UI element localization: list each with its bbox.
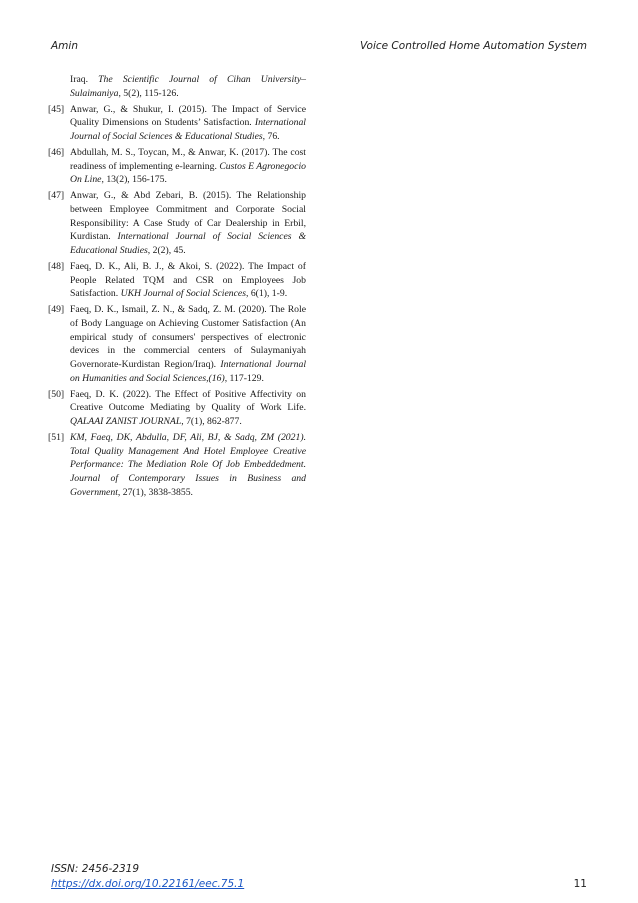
reference-number: [47] <box>48 190 65 201</box>
reference-item <box>48 103 306 144</box>
reference-details: , 7(1), 862-877. <box>181 416 242 427</box>
reference-journal: International Journal of Social Sciences & Educational Studies <box>70 231 306 256</box>
reference-item <box>48 303 306 386</box>
reference-text: Abdullah, M. S., Toycan, M., & Anwar, K. (2017). The cost readiness of implementing e-learning. <box>70 146 306 172</box>
reference-item <box>48 189 306 258</box>
reference-item <box>48 388 306 429</box>
reference-item <box>48 260 306 301</box>
reference-text: Faeq, D. K., Ismail, Z. N., & Sadq, Z. M. (2020). The Role of Body Language on Achieving Customer Satisfaction (An empirical study of consumers' perspectives of electronic devices in the commercial centers of Sulaymaniyah Governorate-Kurdistan Region/Iraq). <box>70 304 306 370</box>
reference-text: Iraq. <box>70 74 99 85</box>
reference-list <box>48 73 306 502</box>
reference-item <box>48 431 306 500</box>
reference-text: Faeq, D. K., Ali, B. J., & Akoi, S. (2022). The Impact of People Related TQM and CSR on Employees Job Satisfaction. <box>70 260 306 300</box>
reference-journal: International Journal on Humanities and Social Sciences,(16) <box>70 359 307 384</box>
reference-details: , 5(2), 115-126. <box>118 87 179 99</box>
reference-number: [50] <box>48 388 65 400</box>
reference-journal: KM, Faeq, DK, Abdulla, DF, Ali, BJ, & Sadq, ZM (2021). Total Quality Management And Hotel Employee Creative Performance: The Mediation Role Of Job Embeddedment. Journal of Contemporary Issues in Business and Government <box>70 431 306 498</box>
reference-details: , 27(1), 3838-3855. <box>117 486 193 498</box>
reference-journal: UKH Journal of Social Sciences <box>120 288 246 300</box>
reference-journal: The Scientific Journal of Cihan University– Sulaimaniya <box>70 74 306 99</box>
reference-details: , 6(1), 1-9. <box>245 288 288 300</box>
reference-details: , 2(2), 45. <box>147 245 186 256</box>
reference-text: Faeq, D. K. (2022). The Effect of Positive Affectivity on Creative Outcome Mediating by Quality of Work Life. <box>70 388 306 414</box>
page-number: 11 <box>573 878 587 890</box>
reference-journal: International Journal of Social Sciences & Educational Studies <box>70 117 306 142</box>
reference-number: [51] <box>48 431 65 443</box>
reference-details: , 13(2), 156-175. <box>101 174 167 186</box>
reference-number: [48] <box>48 260 65 272</box>
header-author: Amin <box>51 40 78 52</box>
reference-details: , 76. <box>262 131 280 142</box>
reference-journal: Custos E Agronegocio On Line <box>70 160 306 186</box>
reference-item <box>48 146 306 187</box>
page-footer <box>51 862 587 892</box>
reference-continuation <box>48 73 306 101</box>
reference-details: , 117-129. <box>224 372 264 384</box>
footer-doi-link[interactable]: https://dx.doi.org/10.22161/eec.75.1 <box>51 878 245 890</box>
footer-issn: ISSN: 2456-2319 <box>51 863 140 875</box>
reference-text: Anwar, G., & Abd Zebari, B. (2015). The Relationship between Employee Commitment and Corporate Social Responsibility: A Case Study of Car Dealership in Erbil, Kurdistan. <box>70 190 306 243</box>
header-title: Voice Controlled Home Automation System <box>359 40 587 52</box>
reference-text: Anwar, G., & Shukur, I. (2015). The Impact of Service Quality Dimensions on Students’ Satisfaction. <box>70 103 306 129</box>
reference-number: [45] <box>48 103 65 115</box>
reference-journal: QALAAI ZANIST JOURNAL <box>70 416 182 427</box>
reference-number: [49] <box>48 304 65 315</box>
reference-items <box>48 103 306 500</box>
reference-number: [46] <box>48 146 65 158</box>
